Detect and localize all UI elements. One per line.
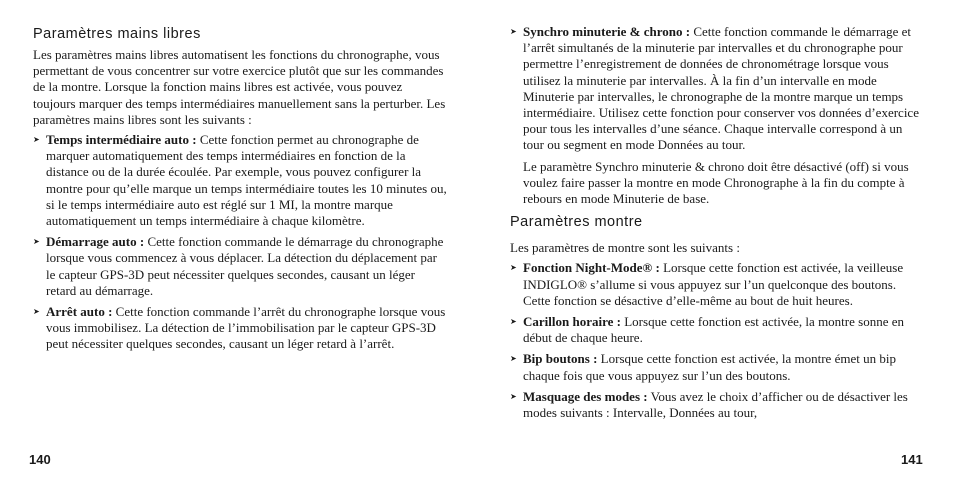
item-text: Cette fonction commande le démarrage et l’arrêt simultanés de la minuterie par intervalles et du chronographe pour permettre l’enregistrement de données de chronométrage lorsque vous utilisez la minuterie par intervalles. À la fin d’un intervalle en mode Minuterie par intervalles, le chronographe de la montre marque un temps intermédiaire. Utilisez cette fonction pour conserver vos données d’exercice pour tous les intervalles d’une séance. Chaque intervalle correspond à un tour ou segment en mode Données au tour. xyxy=(523,24,919,153)
intro-paragraph: Les paramètres mains libres automatisent les fonctions du chronographe, vous permettant de vous concentrer sur votre exercice plutôt que sur les commandes de la montre. Lorsque la fonction mains libres est activée, vous pouvez toujours marquer des temps intermédiaires manuellement sans la perturber. Les paramètres mains libres sont les suivants : xyxy=(33,47,446,127)
list-item xyxy=(33,132,447,229)
page-number-left: 140 xyxy=(29,452,51,467)
item-term: Bip boutons : xyxy=(523,351,598,367)
intro-paragraph: Les paramètres de montre sont les suivants : xyxy=(510,240,740,256)
item-text: Vous avez le choix d’afficher ou de désactiver les modes suivants : Intervalle, Données au tour, xyxy=(523,388,908,421)
left-page xyxy=(33,0,447,358)
item-term: Masquage des modes : xyxy=(523,388,648,404)
arrowhead-bullet-icon: ➤ xyxy=(510,263,517,273)
section-heading-montre: Paramètres montre xyxy=(510,214,643,231)
item-text: Lorsque cette fonction est activée, la montre émet un bip chaque fois que vous appuyez sur l’un des boutons. xyxy=(523,351,896,383)
item-term: Temps intermédiaire auto : xyxy=(46,132,197,148)
arrowhead-bullet-icon: ➤ xyxy=(510,391,517,401)
item-term: Démarrage auto : xyxy=(46,234,145,250)
list-item xyxy=(33,304,447,353)
item-text: Cette fonction commande le démarrage du chronographe lorsque vous commencez à vous déplacer. La détection du déplacement par le capteur GPS-3D peut nécessiter quelques secondes, causant un léger retard au démarrage. xyxy=(46,234,444,298)
list-item xyxy=(510,260,926,309)
item-term: Synchro minuterie & chrono : xyxy=(523,24,691,39)
item-term: Fonction Night-Mode® : xyxy=(523,260,660,276)
list-item xyxy=(510,314,926,346)
arrowhead-bullet-icon: ➤ xyxy=(33,237,40,247)
item-term: Carillon horaire : xyxy=(523,314,621,330)
arrowhead-bullet-icon: ➤ xyxy=(33,135,40,145)
list-item xyxy=(510,389,926,421)
item-text: Cette fonction commande l’arrêt du chronographe lorsque vous vous immobilisez. La détection de l’immobilisation par le capteur GPS-3D peut nécessiter quelques secondes, causant un léger retard à l’arrêt. xyxy=(46,304,446,352)
item-text: Lorsque cette fonction est activée, la montre sonne en début de chaque heure. xyxy=(523,314,904,346)
sync-note-paragraph: Le paramètre Synchro minuterie & chrono doit être désactivé (off) si vous voulez faire passer la montre en mode Chronographe à la fin du compte à rebours en mode Minuterie de base. xyxy=(523,158,909,207)
item-text: Lorsque cette fonction est activée, la veilleuse INDIGLO® s’allume si vous appuyez sur l’un quelconque des boutons. Cette fonction se désactive d’elle-même au bout de huit heures. xyxy=(523,260,904,308)
list-item xyxy=(510,351,926,383)
item-text: Cette fonction permet au chronographe de marquer automatiquement des temps intermédiaires en fonction de la distance ou de la durée écoulée. Par exemple, vous pouvez configurer la montre pour qu’elle marque un temps intermédiaire toutes les 10 minutes ou, si le temps intermédiaire auto est réglé sur 1 MI, la montre marque automatiquement un temps intermédiaire à chaque kilomètre. xyxy=(46,132,447,229)
arrowhead-bullet-icon: ➤ xyxy=(510,27,517,36)
list-item xyxy=(510,24,926,154)
right-page xyxy=(510,0,926,426)
item-term: Arrêt auto : xyxy=(46,304,113,320)
arrowhead-bullet-icon: ➤ xyxy=(33,307,40,317)
arrowhead-bullet-icon: ➤ xyxy=(510,317,517,327)
section-heading-mains-libres: Paramètres mains libres xyxy=(33,26,201,42)
arrowhead-bullet-icon: ➤ xyxy=(510,354,517,364)
list-item xyxy=(33,234,447,299)
page-number-right: 141 xyxy=(901,452,923,467)
